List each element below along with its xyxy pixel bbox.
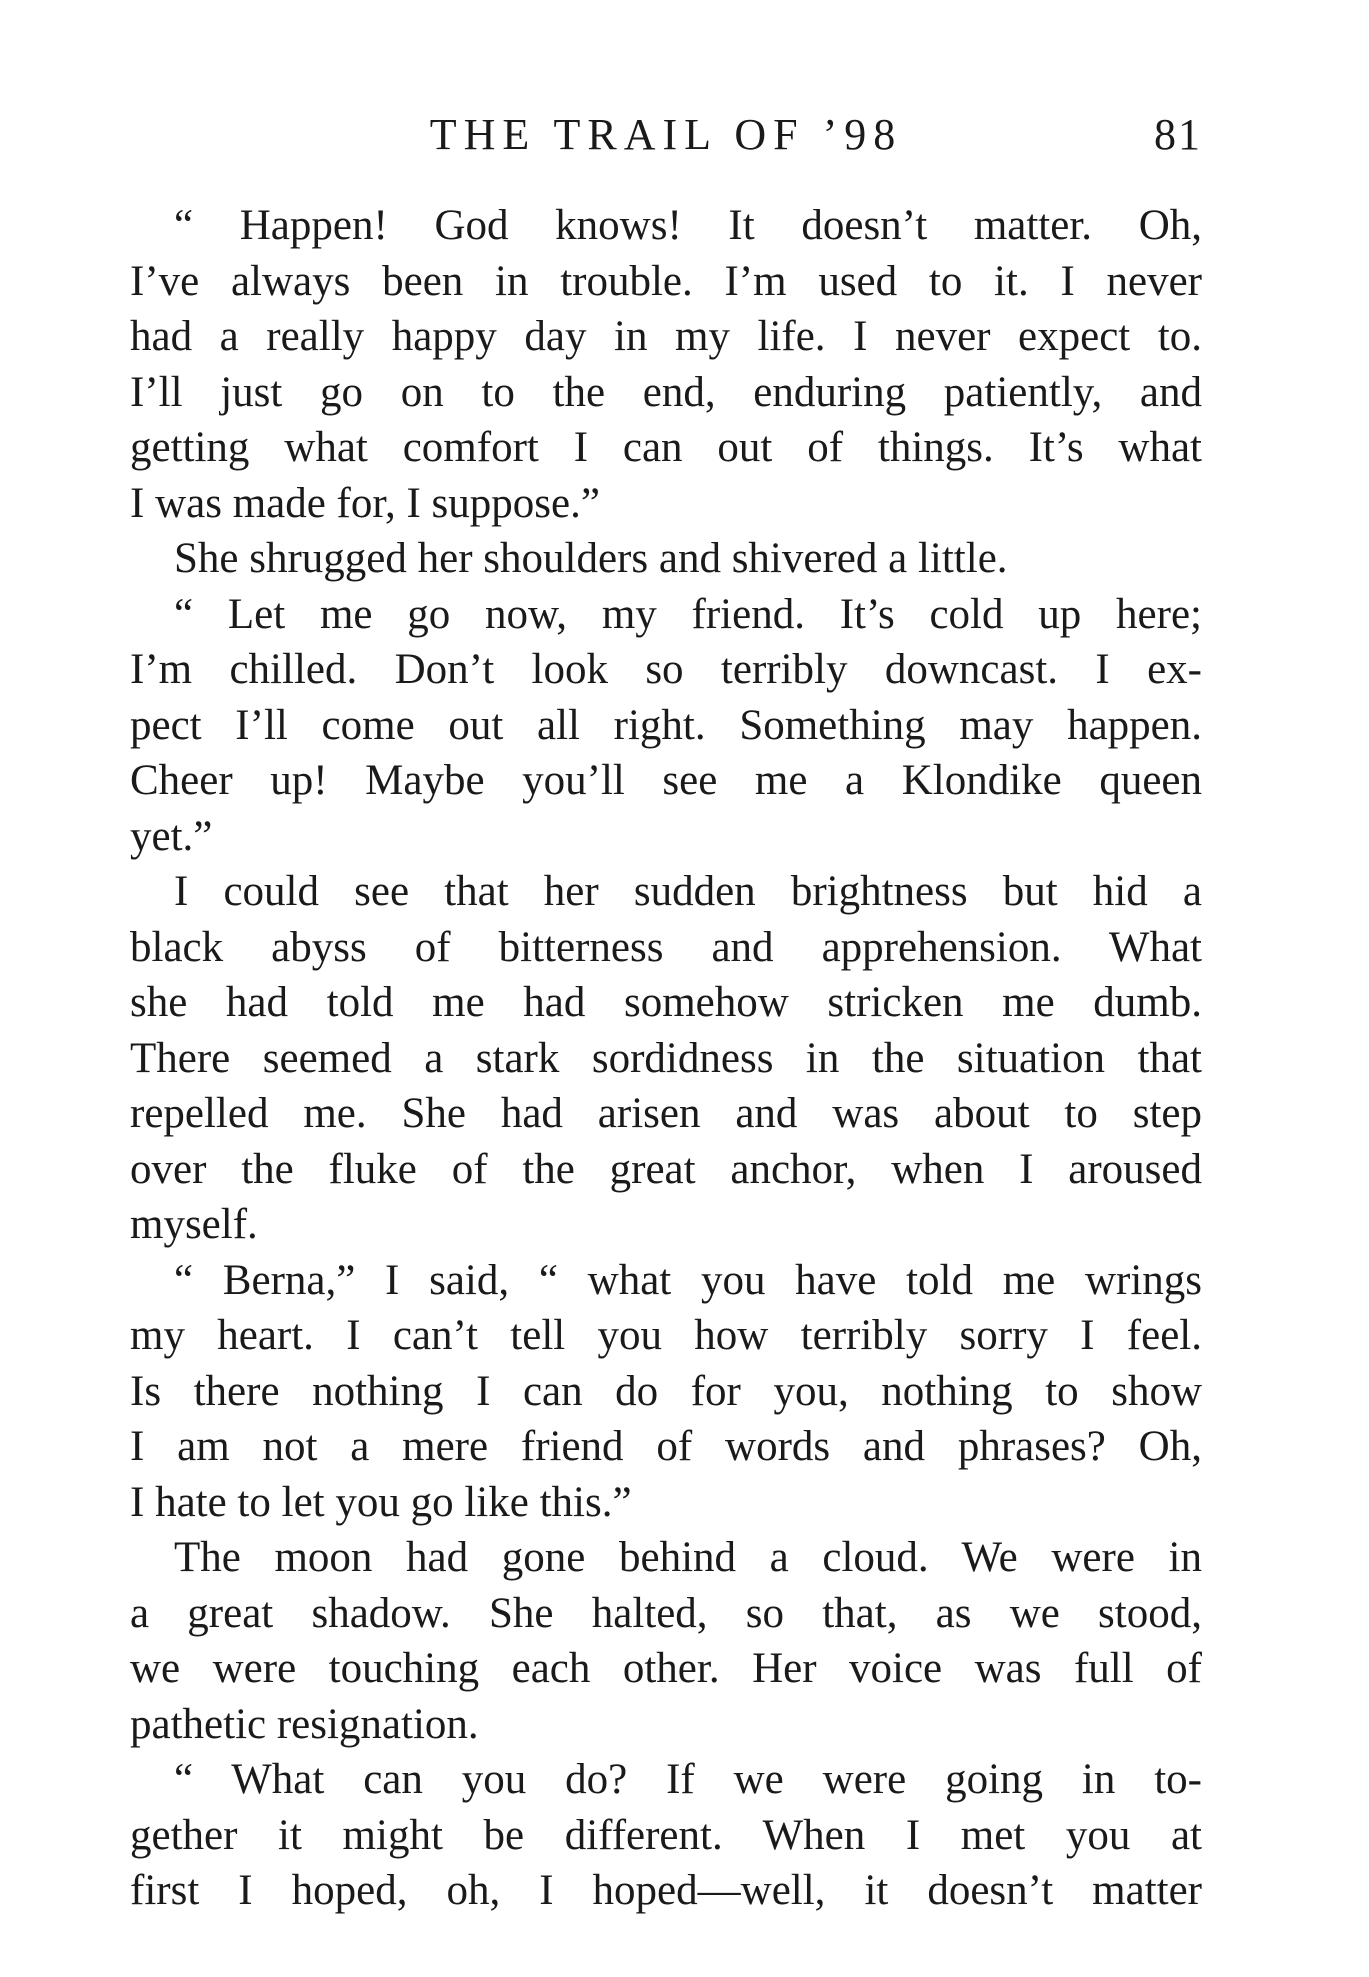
- running-head: [130, 105, 1202, 165]
- text-line: getting what comfort I can out of things. It’s what: [130, 424, 1202, 471]
- paragraph: [130, 864, 1202, 1253]
- text-line: she had told me had somehow stricken me dumb.: [130, 979, 1202, 1026]
- text-line: “ Happen! God knows! It doesn’t matter. Oh,: [174, 202, 1202, 249]
- page-number: 81: [1154, 110, 1202, 159]
- text-line: gether it might be different. When I met you at: [130, 1811, 1202, 1859]
- text-line: I hate to let you go like this.”: [130, 1478, 632, 1526]
- paragraph: [130, 1752, 1202, 1919]
- text-line: repelled me. She had arisen and was about to step: [130, 1090, 1202, 1137]
- text-line: pathetic resignation.: [130, 1700, 479, 1748]
- text-line: “ Berna,” I said, “ what you have told me wrings: [174, 1256, 1202, 1304]
- text-line: I’ll just go on to the end, enduring patiently, and: [130, 368, 1202, 416]
- text-line: pect I’ll come out all right. Something may happen.: [130, 701, 1202, 749]
- text-line: we were touching each other. Her voice was full of: [130, 1645, 1202, 1692]
- text-line: myself.: [130, 1201, 258, 1248]
- text-line: first I hoped, oh, I hoped—well, it doesn’t matter: [130, 1867, 1202, 1914]
- text-line: She shrugged her shoulders and shivered a little.: [174, 535, 1008, 582]
- text-line: I am not a mere friend of words and phrases? Oh,: [130, 1423, 1202, 1470]
- text-line: “ What can you do? If we were going in to-: [174, 1756, 1202, 1803]
- text-line: Cheer up! Maybe you’ll see me a Klondike queen: [130, 757, 1202, 804]
- text-line: I’m chilled. Don’t look so terribly downcast. I ex-: [130, 646, 1202, 693]
- paragraph: [130, 531, 1202, 587]
- paragraph: [130, 1530, 1202, 1752]
- text-line: Is there nothing I can do for you, nothing to show: [130, 1367, 1202, 1415]
- text-line: had a really happy day in my life. I never expect to.: [130, 313, 1202, 360]
- text-line: The moon had gone behind a cloud. We were in: [174, 1534, 1202, 1581]
- text-line: I was made for, I suppose.”: [130, 479, 600, 527]
- paragraph: [130, 1253, 1202, 1531]
- text-line: over the fluke of the great anchor, when I aroused: [130, 1145, 1202, 1193]
- body-text: [130, 198, 1202, 1919]
- text-line: There seemed a stark sordidness in the situation that: [130, 1034, 1202, 1082]
- text-line: yet.”: [130, 812, 213, 860]
- text-line: I’ve always been in trouble. I’m used to it. I never: [130, 257, 1202, 305]
- text-line: “ Let me go now, my friend. It’s cold up here;: [174, 590, 1202, 638]
- running-title: THE TRAIL OF ’98: [429, 110, 903, 159]
- text-line: I could see that her sudden brightness but hid a: [174, 868, 1202, 915]
- text-line: black abyss of bitterness and apprehension. What: [130, 923, 1202, 971]
- text-line: a great shadow. She halted, so that, as we stood,: [130, 1589, 1202, 1637]
- text-line: my heart. I can’t tell you how terribly sorry I feel.: [130, 1312, 1202, 1359]
- paragraph: [130, 587, 1202, 865]
- paragraph: [130, 198, 1202, 531]
